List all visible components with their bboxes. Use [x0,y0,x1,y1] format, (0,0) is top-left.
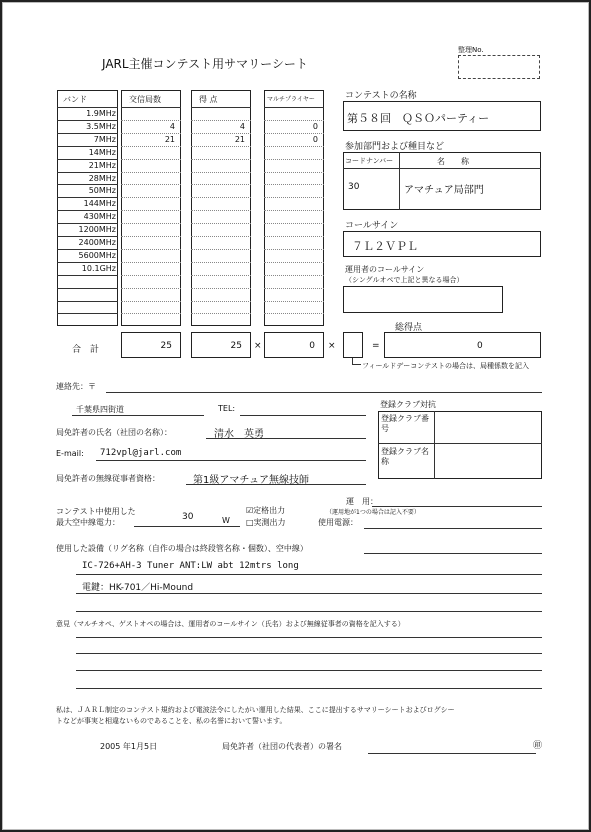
contact-line[interactable] [106,392,542,393]
total-qso: 25 [160,341,172,351]
total-score-field[interactable] [384,332,541,358]
band-table-header-qso: 交信局数 [129,95,161,104]
equipment-line-1[interactable]: IC-726+AH-3 Tuner ANT:LW abt 12mtrs long [82,561,299,571]
rated-power-checkbox[interactable]: ☑定格出力 [246,506,286,515]
band-table-cell-qso[interactable]: 21 [164,134,175,144]
band-table-cell-band: 50MHz [88,186,116,196]
tel-field[interactable] [240,415,366,416]
power-label-2: 最大空中線電力： [56,518,120,527]
band-table-header-multi: マルチプライヤー [267,96,315,103]
opinion-line-2[interactable] [76,653,542,654]
qualification-value[interactable]: 第1級アマチュア無線技師 [193,475,310,486]
operation-sublabel: （運用地が1つの場合は記入不要） [326,509,420,516]
band-table-cell-multi[interactable]: 0 [312,134,318,144]
equipment-line-2[interactable]: 電鍵：HK-701／Hi-Mound [82,583,194,593]
operator-call-sublabel: （シングルオペで上記と異なる場合） [345,276,464,284]
operator-call-label: 運用者のコールサイン [345,265,425,274]
callsign-value: ７Ｌ２ＶＰＬ [352,240,418,253]
tel-label: TEL: [218,404,236,413]
operator-call-field[interactable] [343,286,503,313]
power-source-field[interactable] [364,528,542,529]
category-name[interactable]: アマチュア局部門 [404,185,484,196]
category-code[interactable]: 30 [348,182,360,192]
contest-name-field[interactable] [343,101,541,131]
times-sign-2: × [328,341,336,351]
qualification-label: 局免許者の無線従事者資格： [56,474,160,483]
opinion-line-1[interactable] [76,637,542,638]
band-table-cell-band: 430MHz [83,212,116,222]
operation-label: 運 用： [346,497,378,506]
band-table-cell-multi[interactable]: 0 [312,121,318,131]
category-label: 参加部門および種目など [345,142,445,152]
signature-date[interactable]: 2005 年1月5日 [100,742,158,751]
band-table-cell-band: 10.1GHz [81,263,116,273]
total-qso-box[interactable] [121,332,181,358]
email-value[interactable]: 712vpl@jarl.com [100,448,182,458]
power-value[interactable]: 30 [182,512,194,522]
power-source-label: 使用電源： [318,518,358,527]
band-table-cell-band: 28MHz [88,173,116,183]
band-table-header-points: 得 点 [199,95,218,104]
band-table-header-band: バンド [63,95,87,104]
power-unit: W [222,516,230,525]
band-table-cell-qso[interactable]: 4 [169,121,175,131]
club-label: 登録クラブ対抗 [380,400,436,409]
licensee-value[interactable]: 清水 英勇 [214,429,264,440]
callsign-label: コールサイン [345,221,399,231]
seiri-label: 整理No. [458,46,484,54]
club-name-field[interactable] [436,445,540,477]
name-header: 名 称 [437,157,469,166]
callsign-field[interactable] [343,231,541,257]
times-sign-1: × [254,341,262,351]
seiri-number-field[interactable] [458,55,540,79]
band-table-cell-band: 5600MHz [78,250,116,260]
contact-label: 連絡先：〒 [56,382,96,391]
band-table-cell-band: 21MHz [88,160,116,170]
total-score-label: 総得点 [395,323,423,333]
total-points-box[interactable] [191,332,251,358]
total-points: 25 [230,341,242,351]
band-table-cell-band: 3.5MHz [86,121,116,131]
signature-field[interactable] [368,753,536,754]
equipment-label: 使用した設備（リグ名称（自作の場合は終段管名称・個数）、空中線） [56,544,308,553]
band-table-cell-band: 1200MHz [78,225,116,235]
opinion-line-4[interactable] [76,688,542,689]
total-score-value: 0 [477,341,483,351]
total-multi-box[interactable] [264,332,324,358]
declaration-line-2: トなどが事実と相違ないものであることを、私の名誉において誓います。 [56,717,287,725]
band-table-cell-band: 7MHz [93,134,116,144]
opinion-line-3[interactable] [76,670,542,671]
total-label: 合 計 [72,345,100,355]
band-table-cell-band: 14MHz [88,147,116,157]
band-table-cell-points[interactable]: 4 [239,121,245,131]
total-multi: 0 [309,341,315,351]
code-header: コードナンバー [345,157,394,165]
contest-name-value: 第５８回 ＱＳＯパーティー [347,112,490,125]
declaration-line-1: 私は、ＪＡＲＬ制定のコンテスト規約および電波法令にしたがい運用した結果、ここに提出するサマリーシートおよびログシー [56,706,455,714]
club-number-label: 登録クラブ番 号 [381,414,445,433]
seal-mark: ㊞ [533,741,543,751]
band-table-cell-band: 1.9MHz [86,109,116,118]
licensee-label: 局免許者の氏名（社団の名称）： [56,428,172,437]
band-table-cell-band: 144MHz [83,199,116,209]
email-label: E-mail: [56,449,84,458]
measured-power-checkbox[interactable]: □実測出力 [246,518,286,527]
band-table-cell-points[interactable]: 21 [234,134,245,144]
note-arrow-icon [352,358,361,365]
coefficient-box[interactable] [343,332,363,358]
page-title: JARL主催コンテスト用サマリーシート [102,57,308,71]
equals-sign: = [372,341,380,351]
club-name-label: 登録クラブ名 称 [381,447,445,466]
opinion-label: 意見（マルチオペ、ゲストオペの場合は、運用者のコールサイン（氏名）および無線従事者の資格を記入する） [56,620,405,628]
total-score-note: フィールドデーコンテストの場合は、局種係数を記入 [362,362,530,370]
power-label-1: コンテスト中使用した [56,507,136,516]
contest-label: コンテストの名称 [345,91,417,101]
band-table-cell-band: 2400MHz [78,238,116,247]
signature-label: 局免許者（社団の代表者）の署名 [222,742,342,751]
club-number-field[interactable] [436,413,540,441]
address-value[interactable]: 千葉県四街道 [76,405,124,414]
